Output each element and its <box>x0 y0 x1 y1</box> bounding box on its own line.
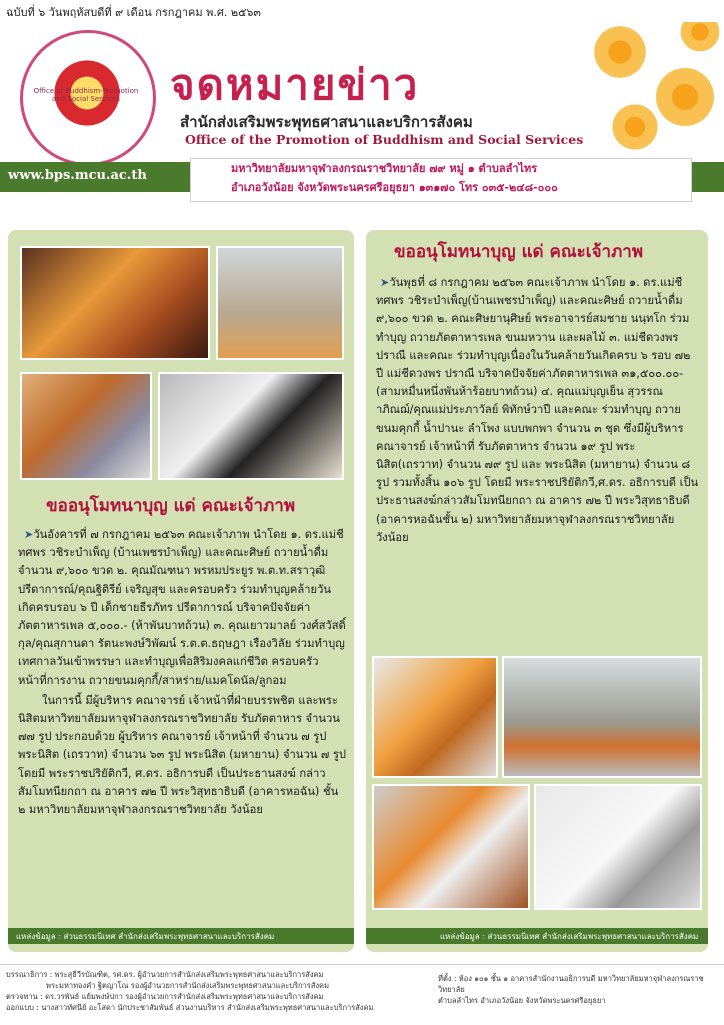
ceremony-photo <box>20 246 210 360</box>
right-source: แหล่งข้อมูล : ส่วนธรรมนิเทศ สำนักส่งเสริมพระพุทธศาสนาและบริการสังคม <box>440 932 699 941</box>
credits <box>6 969 426 1013</box>
address-line-1: มหาวิทยาลัยมหาจุฬาลงกรณราชวิทยาลัย ๗๙ หมู่ ๑ ตำบลลำไทร <box>231 162 538 175</box>
address-line-2: อำเภอวังน้อย จังหวัดพระนครศรีอยุธยา ๑๓๑๗๐ โทร ๐๓๕-๒๔๘-๐๐๐ <box>231 181 558 194</box>
right-article <box>366 230 708 952</box>
left-article <box>8 230 354 952</box>
credit-coeditor: พระมหาทองคำ ฐิตญาโณ รองผู้อำนวยการสำนักส่งเสริมพระพุทธศาสนาและบริการสังคม <box>46 981 330 990</box>
credit-editor: บรรณาธิการ : พระสุธีวีรบัณฑิต, รศ.ดร. ผู้อำนวยการสำนักส่งเสริมพระพุทธศาสนาและบริการสังคม <box>6 970 324 979</box>
office-logo <box>20 30 156 166</box>
footer <box>0 964 724 1025</box>
left-heading: ขออนุโมทนาบุญ แด่ คณะเจ้าภาพ <box>46 496 296 516</box>
office-location <box>438 973 720 1006</box>
issue-bar <box>0 0 724 22</box>
right-heading: ขออนุโมทนาบุญ แด่ คณะเจ้าภาพ <box>394 242 644 262</box>
nuns-photo <box>534 784 702 910</box>
website-link[interactable]: www.bps.mcu.ac.th <box>8 168 147 183</box>
left-paragraph-1: วันอังคารที่ ๗ กรกฎาคม ๒๕๖๓ คณะเจ้าภาพ นำโดย ๑. ดร.แม่ชีทศพร วชิระบำเพ็ญ (บ้านเพชรบำเพ็ญ) และคณะศิษย์ ถวายน้ำดื่ม จำนวน ๙,๖๐๐ ขวด ๒. คุณมัณฑนา พรหมประยูร พ.ต.ท.สราวุฒิ ปรีดาการณ์/คุณฐิติรีย์ เจริญสุข และครอบครัว ร่วมทำบุญคล้ายวันเกิดครบรอบ ๖ ปี เด็กชายธีรภัทร ปรีดาการณ์ บริจาคปัจจัยค่าภัตตาหารเพล ๕,๐๐๐.- (ห้าพันบาทถ้วน) ๓. คุณเยาวมาลย์ วงศ์สวัสดิ์กุล/คุณสุกานดา รัตนะพงษ์วิพัฒน์ ร.ต.ต.ธฤษฎา เรืองวิลัย ร่วมทำบุญเทศกาลวันเข้าพรรษา และทำบุญเพื่อสิริมงคลแก่ชีวิต ครอบครัว หน้าที่การงาน ถวายขนมคุกกี้/สาหร่าย/แมคโดนัล/ลูกอม <box>18 528 346 687</box>
issue-line: ฉบับที่ ๖ วันพฤหัสบดีที่ ๙ เดือน กรกฎาคม พ.ศ. ๒๕๖๓ <box>6 6 261 19</box>
arrow-icon: ➤ <box>24 528 34 541</box>
left-body <box>18 526 346 819</box>
credit-proofreader: ตรวจทาน : ดร.วรพันธ์ แย้มพงษ์ปกา รองผู้อำนวยการสำนักส่งเสริมพระพุทธศาสนาและบริการสังคม <box>6 992 324 1001</box>
location-line-2: ตำบลลำไทร อำเภอวังน้อย จังหวัดพระนครศรีอยุธยา <box>438 996 606 1005</box>
office-name-th: สำนักส่งเสริมพระพุทธศาสนาและบริการสังคม <box>180 113 473 131</box>
monk-speaking-photo <box>372 656 498 778</box>
credit-designer: ออกแบบ : นางสาวทัศนีย์ อะโสดา นักประชาสัมพันธ์ ส่วนงานบริหาร สำนักส่งเสริมพระพุทธศาสนาและบริการสังคม <box>6 1003 374 1012</box>
arrow-icon: ➤ <box>380 276 390 289</box>
newsletter-title: จดหมายข่าว <box>170 60 420 109</box>
address-box <box>190 158 692 202</box>
content-area <box>0 204 724 960</box>
office-name-en: Office of the Promotion of Buddhism and Social Services <box>185 132 584 147</box>
dining-hall-photo <box>502 656 702 778</box>
family-photo <box>158 372 344 480</box>
donors-photo <box>20 372 152 480</box>
right-paragraph-1: วันพุธที่ ๘ กรกฎาคม ๒๕๖๓ คณะเจ้าภาพ นำโดย ๑. ดร.แม่ชีทศพร วชิระบำเพ็ญ(บ้านเพชรบำเพ็ญ) และคณะศิษย์ ถวายน้ำดื่ม ๙,๖๐๐ ขวด ๒. คณะศิษยานุศิษย์ พระอาจารย์สมชาย นนฺทโก ร่วมทำบุญ ถวายภัตตาหารเพล ขนมหวาน และผลไม้ ๓. แม่ชีดวงพร ปราณี และคณะ ร่วมทำบุญเนื่องในวันคล้ายวันเกิดครบ ๖ รอบ ๗๒ ปี แม่ชีดวงพร ปราณี บริจาคปัจจัยค่าภัตตาหารเพล ๓๑,๕๐๐.๐๐- (สามหมื่นหนึ่งพันห้าร้อยบาทถ้วน) ๔. คุณแม่บุญเย็น สุวรรณาภิณฌ์/คุณแม่ประภาวัลย์ พิทักษ์วาปี และคณะ ร่วมทำบุญ ถวายขนมคุกกี้ น้ำปานะ ลำโพง แบบพกพา จำนวน ๓ ชุด ซึ่งมีผู้บริหาร คณาจารย์ เจ้าหน้าที่ รับภัตตาหาร จำนวน ๑๙ รูป พระนิสิต(เถรวาท) จำนวน ๗๙ รูป และ พระนิสิต (มหายาน) จำนวน ๘ รูป รวมทั้งสิ้น ๑๐๖ รูป โดยมี พระราชปริยัติกวี,ศ.ดร. อธิการบดี เป็นประธานสงฆ์กล่าวสัมโมทนียกถา ณ อาคาร ๗๒ ปี พระวิสุทธาธิบดี (อาคารหอฉันชั้น ๒) มหาวิทยาลัยมหาจุฬาลงกรณราชวิทยาลัย วังน้อย <box>376 276 699 544</box>
left-source: แหล่งข้อมูล : ส่วนธรรมนิเทศ สำนักส่งเสริมพระพุทธศาสนาและบริการสังคม <box>16 932 275 941</box>
flower-decoration <box>600 92 670 162</box>
left-paragraph-2: ในการนี้ มีผู้บริหาร คณาจารย์ เจ้าหน้าที่ฝ่ายบรรพชิต และพระนิสิตมหาวิทยาลัยมหาจุฬาลงกรณราชวิทยาลัย รับภัตตาหาร จำนวน ๗๗ รูป ประกอบด้วย ผู้บริหาร คณาจารย์ เจ้าหน้าที่ จำนวน ๗ รูป พระนิสิต (เถรวาท) จำนวน ๖๓ รูป พระนิสิต (มหายาน) จำนวน ๗ รูป โดยมี พระราชปริยัติกวี, ศ.ดร. อธิการบดี เป็นประธานสงฆ์ กล่าวสัมโมทนียกถา ณ อาคาร ๗๒ ปี พระวิสุทธาธิบดี (อาคารหอฉัน) ชั้น ๒ มหาวิทยาลัยมหาจุฬาลงกรณราชวิทยาลัย วังน้อย <box>18 693 347 817</box>
right-source-bar <box>366 928 708 944</box>
left-source-bar <box>8 928 354 944</box>
monks-hall-photo <box>216 246 344 360</box>
offering-photo <box>372 784 530 910</box>
location-line-1: ที่ตั้ง : ห้อง ๑๐๑ ชั้น ๑ อาคารสำนักงานอธิการบดี มหาวิทยาลัยมหาจุฬาลงกรณราชวิทยาลัย <box>438 974 704 994</box>
logo-text: Office of Buddhism-Promotion and Social Services <box>33 87 139 103</box>
right-body <box>376 274 700 547</box>
